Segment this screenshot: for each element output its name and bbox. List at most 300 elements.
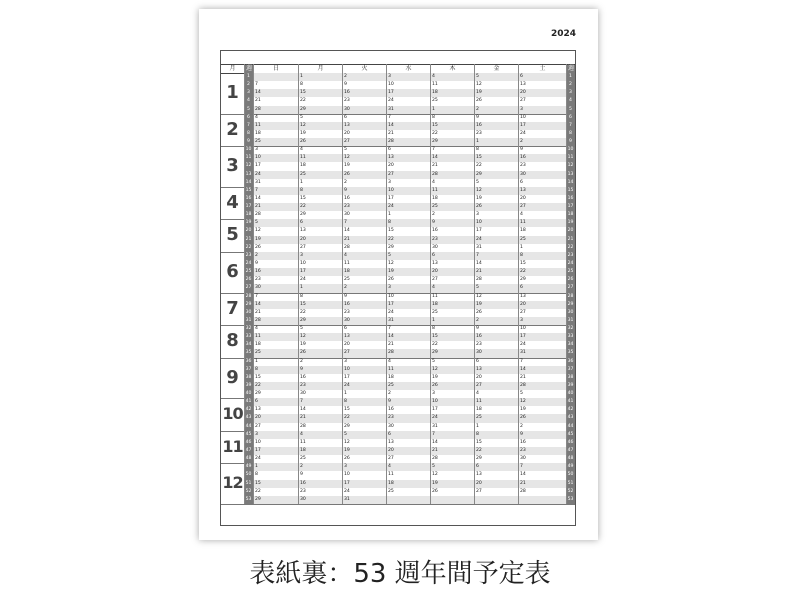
week-number-right: 2 [569, 82, 572, 88]
week-number-right: 38 [567, 374, 574, 380]
day-cell: 14 [520, 366, 526, 372]
day-cell: 26 [476, 204, 482, 210]
week-number-left: 28 [245, 293, 252, 299]
day-cell: 26 [344, 456, 350, 462]
week-number-left: 14 [245, 179, 252, 185]
week-number-left: 31 [245, 317, 252, 323]
day-cell: 23 [476, 342, 482, 348]
day-cell: 7 [476, 252, 479, 258]
week-row [221, 398, 575, 406]
day-cell: 17 [255, 163, 261, 169]
day-cell: 26 [520, 415, 526, 421]
day-cell: 11 [300, 155, 306, 161]
day-cell: 17 [388, 301, 394, 307]
day-cell: 23 [344, 309, 350, 315]
day-cell: 19 [432, 480, 438, 486]
month-label: 6 [226, 260, 239, 282]
day-cell: 28 [255, 106, 261, 112]
day-cell: 9 [344, 187, 347, 193]
week-number-right: 20 [567, 228, 574, 234]
day-cell: 3 [388, 179, 391, 185]
day-cell: 21 [476, 269, 482, 275]
day-cell: 20 [388, 447, 394, 453]
week-number-left: 44 [245, 423, 252, 429]
day-cell: 3 [344, 358, 347, 364]
week-number-right: 47 [567, 447, 574, 453]
week-number-right: 49 [567, 464, 574, 470]
day-cell: 8 [255, 472, 258, 478]
day-cell: 31 [344, 496, 350, 502]
day-cell: 20 [476, 480, 482, 486]
day-cell: 5 [432, 358, 435, 364]
week-row [221, 431, 575, 439]
week-number-left: 19 [245, 220, 252, 226]
day-cell: 11 [344, 260, 350, 266]
day-cell: 13 [432, 260, 438, 266]
day-cell: 15 [432, 334, 438, 340]
week-row [221, 341, 575, 349]
day-cell: 8 [476, 431, 479, 437]
week-number-left: 41 [245, 399, 252, 405]
day-cell: 7 [520, 464, 523, 470]
day-cell: 25 [476, 415, 482, 421]
day-cell: 24 [255, 171, 261, 177]
day-cell: 20 [520, 90, 526, 96]
day-cell: 19 [388, 269, 394, 275]
day-cell: 10 [344, 366, 350, 372]
day-cell: 3 [388, 74, 391, 79]
week-number-right: 11 [567, 155, 574, 161]
week-number-left: 7 [247, 122, 250, 128]
day-cell: 18 [388, 480, 394, 486]
week-number-right: 48 [567, 456, 574, 462]
day-cell: 27 [344, 350, 350, 356]
day-cell: 8 [300, 293, 303, 299]
week-row [221, 382, 575, 390]
day-cell: 10 [255, 439, 261, 445]
day-cell: 7 [520, 358, 523, 364]
week-number-left: 53 [245, 496, 252, 502]
day-cell: 27 [432, 277, 438, 283]
day-cell: 28 [300, 423, 306, 429]
week-number-left: 21 [245, 236, 252, 242]
day-cell: 30 [344, 212, 350, 218]
day-cell: 11 [255, 122, 261, 128]
column-divider [430, 64, 431, 504]
day-cell: 9 [300, 472, 303, 478]
day-cell: 17 [344, 374, 350, 380]
day-cell: 23 [300, 382, 306, 388]
week-row [221, 455, 575, 463]
day-cell: 4 [432, 179, 435, 185]
week-number-right: 16 [567, 195, 574, 201]
week-number-left: 16 [245, 195, 252, 201]
day-cell: 11 [432, 293, 438, 299]
day-cell: 18 [476, 407, 482, 413]
week-row [221, 349, 575, 357]
day-cell: 14 [476, 260, 482, 266]
day-cell: 21 [388, 342, 394, 348]
header-cell: 週 [245, 65, 252, 72]
day-cell: 12 [344, 155, 350, 161]
week-number-right: 8 [569, 130, 572, 136]
day-cell: 11 [388, 366, 394, 372]
day-cell: 18 [520, 228, 526, 234]
week-number-right: 46 [567, 439, 574, 445]
day-cell: 2 [300, 358, 303, 364]
day-cell: 16 [388, 407, 394, 413]
day-cell: 13 [520, 82, 526, 88]
day-cell: 24 [300, 277, 306, 283]
day-cell: 5 [432, 464, 435, 470]
week-number-left: 5 [247, 106, 250, 112]
day-cell: 19 [300, 342, 306, 348]
month-label: 5 [226, 224, 239, 246]
week-number-left: 4 [247, 98, 250, 104]
day-cell: 10 [255, 155, 261, 161]
day-cell: 26 [476, 309, 482, 315]
day-cell: 15 [476, 155, 482, 161]
day-cell: 28 [255, 212, 261, 218]
day-cell: 15 [300, 195, 306, 201]
week-number-left: 49 [245, 464, 252, 470]
day-cell: 7 [432, 431, 435, 437]
week-number-left: 35 [245, 350, 252, 356]
day-cell: 6 [300, 220, 303, 226]
day-cell: 16 [520, 155, 526, 161]
week-number-right: 50 [567, 472, 574, 478]
week-row [221, 138, 575, 146]
day-cell: 30 [300, 391, 306, 397]
day-cell: 2 [520, 139, 523, 145]
day-cell: 6 [476, 358, 479, 364]
column-divider [244, 64, 245, 504]
day-cell: 5 [388, 252, 391, 258]
day-cell: 10 [388, 293, 394, 299]
day-cell: 10 [344, 472, 350, 478]
day-cell: 27 [344, 139, 350, 145]
day-cell: 4 [255, 114, 258, 120]
day-cell: 9 [344, 82, 347, 88]
day-cell: 4 [388, 358, 391, 364]
day-cell: 5 [344, 147, 347, 153]
week-number-right: 42 [567, 407, 574, 413]
day-cell: 26 [432, 488, 438, 494]
header-cell: 火 [342, 65, 386, 73]
day-cell: 13 [255, 407, 261, 413]
day-cell: 2 [476, 106, 479, 112]
week-row [221, 203, 575, 211]
week-number-left: 34 [245, 342, 252, 348]
day-cell: 22 [300, 309, 306, 315]
day-cell: 18 [300, 163, 306, 169]
week-number-right: 23 [567, 252, 574, 258]
day-cell: 5 [476, 285, 479, 291]
week-number-right: 30 [567, 309, 574, 315]
day-cell: 28 [388, 350, 394, 356]
day-cell: 3 [344, 464, 347, 470]
week-number-right: 39 [567, 382, 574, 388]
week-row [221, 439, 575, 447]
day-cell: 14 [432, 155, 438, 161]
day-cell: 1 [300, 285, 303, 291]
week-number-left: 6 [247, 114, 250, 120]
day-cell: 10 [476, 220, 482, 226]
week-number-left: 18 [245, 212, 252, 218]
week-number-right: 35 [567, 350, 574, 356]
day-cell: 8 [476, 147, 479, 153]
month-divider [221, 504, 575, 505]
day-cell: 24 [520, 130, 526, 136]
day-cell: 27 [520, 98, 526, 104]
day-cell: 25 [432, 204, 438, 210]
day-cell: 18 [432, 301, 438, 307]
day-cell: 17 [520, 122, 526, 128]
day-cell: 23 [300, 488, 306, 494]
week-number-left: 1 [247, 74, 250, 79]
day-cell: 18 [432, 195, 438, 201]
day-cell: 28 [255, 317, 261, 323]
week-number-right: 15 [567, 187, 574, 193]
day-cell: 18 [432, 90, 438, 96]
week-row [221, 374, 575, 382]
week-number-left: 23 [245, 252, 252, 258]
month-label: 1 [226, 82, 239, 103]
week-number-left: 10 [245, 147, 252, 153]
week-number-right: 4 [569, 98, 572, 104]
day-cell: 28 [476, 277, 482, 283]
day-cell: 15 [255, 480, 261, 486]
day-cell: 18 [255, 130, 261, 136]
day-cell: 11 [255, 334, 261, 340]
day-cell: 29 [255, 391, 261, 397]
day-cell: 14 [344, 228, 350, 234]
day-cell: 21 [520, 480, 526, 486]
header-cell: 日 [253, 65, 298, 73]
calendar-sheet [199, 9, 598, 540]
day-cell: 7 [300, 399, 303, 405]
month-label: 9 [226, 366, 239, 388]
day-cell: 15 [300, 301, 306, 307]
day-cell: 27 [300, 244, 306, 250]
day-cell: 1 [476, 423, 479, 429]
week-row [221, 325, 575, 333]
week-number-right: 29 [567, 301, 574, 307]
day-cell: 30 [520, 171, 526, 177]
day-cell: 6 [388, 147, 391, 153]
week-number-right: 51 [567, 480, 574, 486]
day-cell: 23 [388, 415, 394, 421]
week-number-right: 24 [567, 260, 574, 266]
column-divider [566, 64, 567, 504]
week-row [221, 219, 575, 227]
day-cell: 16 [344, 90, 350, 96]
day-cell: 22 [255, 382, 261, 388]
day-cell: 17 [388, 195, 394, 201]
day-cell: 23 [344, 98, 350, 104]
day-cell: 24 [476, 236, 482, 242]
week-number-left: 8 [247, 130, 250, 136]
day-cell: 5 [476, 179, 479, 185]
day-cell: 13 [388, 439, 394, 445]
day-cell: 4 [432, 285, 435, 291]
day-cell: 1 [300, 74, 303, 79]
day-cell: 16 [432, 228, 438, 234]
week-number-left: 27 [245, 285, 252, 291]
day-cell: 17 [300, 269, 306, 275]
day-cell: 7 [388, 326, 391, 332]
column-divider [386, 64, 387, 504]
week-number-right: 13 [567, 171, 574, 177]
day-cell: 2 [476, 317, 479, 323]
week-number-right: 18 [567, 212, 574, 218]
month-label: 3 [226, 155, 239, 177]
day-cell: 25 [388, 488, 394, 494]
month-label: 8 [226, 330, 239, 352]
week-row [221, 268, 575, 276]
week-number-left: 38 [245, 374, 252, 380]
week-number-right: 3 [569, 90, 572, 96]
day-cell: 22 [344, 415, 350, 421]
week-number-left: 50 [245, 472, 252, 478]
day-cell: 30 [344, 106, 350, 112]
week-number-right: 52 [567, 488, 574, 494]
day-cell: 26 [344, 171, 350, 177]
day-cell: 13 [476, 472, 482, 478]
day-cell: 22 [476, 447, 482, 453]
day-cell: 29 [520, 277, 526, 283]
day-cell: 12 [388, 260, 394, 266]
week-row [221, 463, 575, 471]
day-cell: 8 [300, 82, 303, 88]
week-number-right: 41 [567, 399, 574, 405]
day-cell: 14 [255, 90, 261, 96]
day-cell: 29 [255, 496, 261, 502]
day-cell: 20 [388, 163, 394, 169]
day-cell: 2 [344, 285, 347, 291]
day-cell: 25 [255, 139, 261, 145]
day-cell: 6 [432, 252, 435, 258]
day-cell: 21 [344, 236, 350, 242]
week-row [221, 252, 575, 260]
week-number-right: 5 [569, 106, 572, 112]
day-cell: 28 [344, 244, 350, 250]
week-number-left: 17 [245, 204, 252, 210]
day-cell: 19 [344, 447, 350, 453]
week-number-left: 25 [245, 269, 252, 275]
year-label: 2024 [550, 29, 576, 39]
week-number-right: 12 [567, 163, 574, 169]
day-cell: 19 [344, 163, 350, 169]
day-cell: 20 [255, 415, 261, 421]
day-cell: 17 [476, 228, 482, 234]
day-cell: 1 [255, 464, 258, 470]
day-cell: 11 [300, 439, 306, 445]
day-cell: 8 [344, 399, 347, 405]
day-cell: 24 [388, 98, 394, 104]
day-cell: 22 [255, 488, 261, 494]
day-cell: 12 [344, 439, 350, 445]
week-row [221, 244, 575, 252]
day-cell: 9 [432, 220, 435, 226]
day-cell: 5 [520, 391, 523, 397]
day-cell: 5 [255, 220, 258, 226]
day-cell: 26 [432, 382, 438, 388]
day-cell: 5 [300, 114, 303, 120]
week-row [221, 390, 575, 398]
day-cell: 7 [344, 220, 347, 226]
week-number-left: 3 [247, 90, 250, 96]
week-row [221, 488, 575, 496]
week-number-left: 24 [245, 260, 252, 266]
day-cell: 28 [432, 171, 438, 177]
day-cell: 26 [388, 277, 394, 283]
week-row [221, 309, 575, 317]
day-cell: 29 [300, 317, 306, 323]
header-cell: 金 [474, 65, 518, 73]
week-number-left: 45 [245, 431, 252, 437]
day-cell: 29 [388, 244, 394, 250]
week-row [221, 293, 575, 301]
day-cell: 7 [388, 114, 391, 120]
week-row [221, 179, 575, 187]
day-cell: 3 [476, 212, 479, 218]
day-cell: 25 [300, 456, 306, 462]
column-divider [518, 64, 519, 504]
day-cell: 16 [476, 122, 482, 128]
day-cell: 10 [520, 114, 526, 120]
week-row [221, 496, 575, 504]
week-number-right: 21 [567, 236, 574, 242]
month-label: 7 [226, 297, 239, 319]
day-cell: 27 [476, 488, 482, 494]
day-cell: 3 [255, 147, 258, 153]
day-cell: 14 [255, 195, 261, 201]
week-number-left: 9 [247, 139, 250, 145]
week-number-left: 11 [245, 155, 252, 161]
day-cell: 4 [344, 252, 347, 258]
day-cell: 18 [300, 447, 306, 453]
week-row [221, 81, 575, 89]
day-cell: 13 [300, 228, 306, 234]
day-cell: 1 [432, 106, 435, 112]
day-cell: 17 [344, 480, 350, 486]
day-cell: 9 [300, 366, 303, 372]
month-label: 4 [226, 191, 239, 213]
week-number-right: 6 [569, 114, 572, 120]
week-number-left: 20 [245, 228, 252, 234]
week-number-left: 2 [247, 82, 250, 88]
week-number-left: 39 [245, 382, 252, 388]
day-cell: 4 [388, 464, 391, 470]
day-cell: 19 [432, 374, 438, 380]
day-cell: 1 [388, 212, 391, 218]
day-cell: 7 [255, 187, 258, 193]
day-cell: 25 [300, 171, 306, 177]
header-cell: 土 [518, 65, 566, 73]
week-number-right: 10 [567, 147, 574, 153]
day-cell: 13 [344, 334, 350, 340]
day-cell: 18 [388, 374, 394, 380]
day-cell: 14 [388, 122, 394, 128]
week-row [221, 301, 575, 309]
day-cell: 29 [300, 106, 306, 112]
day-cell: 6 [476, 464, 479, 470]
day-cell: 24 [388, 309, 394, 315]
day-cell: 9 [520, 431, 523, 437]
day-cell: 6 [520, 179, 523, 185]
week-number-right: 44 [567, 423, 574, 429]
